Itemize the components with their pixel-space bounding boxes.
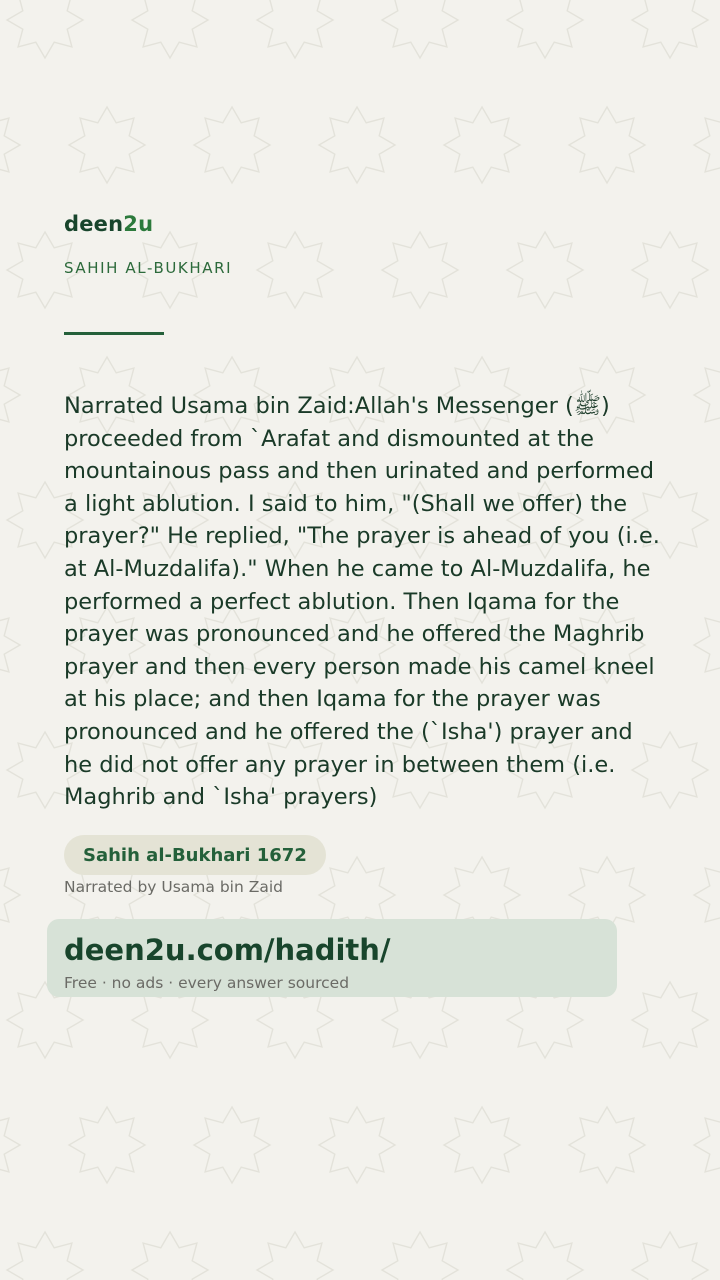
- brand-prefix: deen: [64, 212, 124, 236]
- hadith-text: Narrated Usama bin Zaid:Allah's Messenger (ﷺ) proceeded from `Arafat and dismounted at the mountainous pass and then urinated and performed a light ablution. I said to him, "(Shall we offer) the prayer?" He replied, "The prayer is ahead of you (i.e. at Al-Muzdalifa)." When he came to Al-Muzdalifa, he performed a perfect ablution. Then Iqama for the prayer was pronounced and he offered the Maghrib prayer and then every person made his camel kneel at his place; and then Iqama for the prayer was pronounced and he offered the (`Isha') prayer and he did not offer any prayer in between them (i.e. Maghrib and `Isha' prayers): [64, 393, 660, 811]
- reference-badge: Sahih al-Bukhari 1672: [64, 835, 326, 875]
- divider: [64, 332, 164, 335]
- cta-tagline: Free · no ads · every answer sourced: [64, 974, 350, 992]
- brand-suffix: 2u: [123, 212, 154, 236]
- brand-logo: [64, 212, 153, 236]
- cta-card[interactable]: [47, 919, 617, 997]
- cta-url-link[interactable]: deen2u.com/hadith/: [64, 933, 391, 967]
- narrator-text: Narrated by Usama bin Zaid: [64, 878, 283, 896]
- collection-label: SAHIH AL-BUKHARI: [64, 259, 233, 277]
